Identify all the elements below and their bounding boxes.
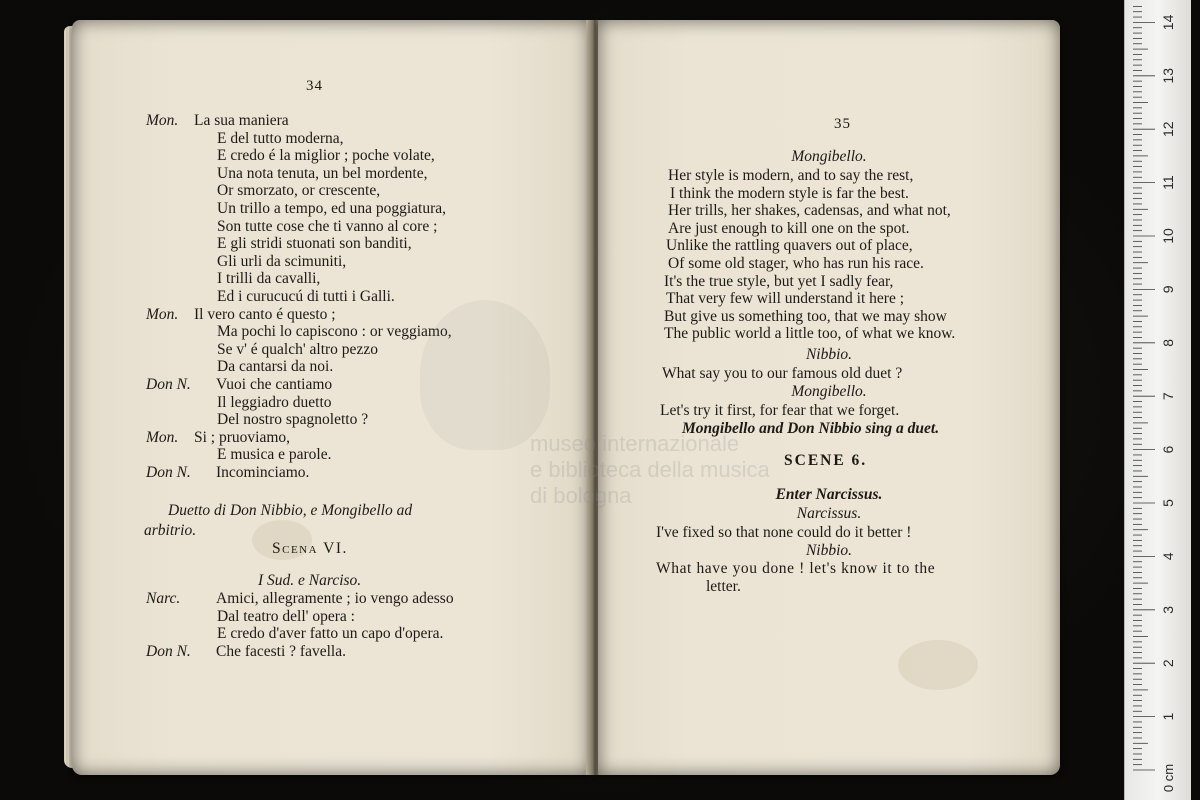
verse-line: I think the modern style is far the best. — [670, 184, 909, 202]
verse-line: Se v' é qualch' altro pezzo — [217, 340, 378, 358]
ruler-number: 5 — [1160, 499, 1176, 507]
verse-line: Da cantarsi da noi. — [217, 358, 334, 376]
verse-line: E credo é la miglior ; poche volate, — [217, 147, 435, 165]
verse-line: But give us something too, that we may show — [664, 307, 947, 325]
speaker-label: Don N. — [146, 376, 191, 393]
verse-line: Amici, allegramente ; io vengo adesso — [216, 590, 454, 607]
ruler-number: 2 — [1160, 659, 1176, 668]
right-page-number: 35 — [834, 116, 851, 132]
verse-line: What say you to our famous old duet ? — [662, 365, 903, 382]
verse-line: E credo d'aver fatto un capo d'opera. — [217, 625, 444, 643]
speaker-label: Don N. — [146, 642, 191, 660]
speaker-narcissus: Narcissus. — [796, 505, 862, 522]
verse-line: letter. — [706, 578, 741, 595]
verse-line: I've fixed so that none could do it better ! — [656, 524, 912, 541]
verse-line: Of some old stager, who has run his race. — [668, 255, 924, 272]
scene-title: SCENE 6. — [784, 452, 868, 469]
speaker-mongibello: Mongibello. — [791, 148, 867, 165]
verse-line: Incominciamo. — [216, 464, 310, 481]
right-page — [598, 20, 1060, 775]
ruler-number: 1 — [1160, 712, 1176, 721]
verse-line: That very few will understand it here ; — [666, 290, 905, 308]
verse-line: Let's try it first, for fear that we forget. — [660, 402, 900, 419]
ruler-scale — [1125, 0, 1191, 800]
ruler-number: 7 — [1160, 392, 1176, 401]
verse-line: E gli stridi stuonati son banditi, — [217, 235, 412, 253]
verse-line: Dal teatro dell' opera : — [217, 607, 355, 625]
verse-line: Il leggiadro duetto — [217, 393, 332, 411]
speaker-label: Mon. — [146, 112, 179, 129]
verse-line: La sua maniera — [194, 112, 289, 129]
speaker-nibbio-2: Nibbio. — [805, 542, 853, 559]
verse-line: Il vero canto é questo ; — [194, 305, 336, 323]
speaker-label: Narc. — [146, 590, 181, 607]
verse-line: Gli urli da scimuniti, — [217, 252, 347, 270]
watermark-line: e biblioteca della musica — [530, 457, 770, 482]
ruler-number: 12 — [1160, 121, 1176, 137]
ruler-number: 3 — [1160, 605, 1176, 614]
verse-line: Che facesti ? favella. — [216, 642, 346, 660]
verse-line: I trilli da cavalli, — [217, 270, 321, 288]
verse-line: Un trillo a tempo, ed una poggiatura, — [217, 200, 446, 217]
verse-line: What have you done ! let's know it to the — [656, 560, 936, 577]
stage-direction: Duetto di Don Nibbio, e Mongibello ad — [168, 502, 413, 519]
verse-line: Son tutte cose che ti vanno al core ; — [217, 217, 438, 235]
ruler-number: 14 — [1160, 14, 1176, 31]
verse-line: Del nostro spagnoletto ? — [217, 411, 369, 429]
verse-line: E musica e parole. — [217, 446, 332, 464]
verse-line: Una nota tenuta, un bel mordente, — [217, 164, 428, 182]
speaker-label: Mon. — [146, 305, 179, 323]
verse-line: Her trills, her shakes, cadensas, and what not, — [668, 202, 951, 220]
paper-stain — [898, 640, 978, 690]
ruler-zero-label: 0 cm — [1161, 763, 1176, 793]
ruler-number: 8 — [1160, 338, 1176, 347]
verse-line: E del tutto moderna, — [217, 129, 344, 147]
stage-direction: Enter Narcissus. — [775, 486, 883, 503]
verse-line: Ed i curucucú di tutti i Galli. — [217, 288, 395, 305]
verse-line: It's the true style, but yet I sadly fear, — [664, 272, 894, 290]
scene-heading: Scena VI. — [272, 540, 348, 557]
speaker-nibbio: Nibbio. — [805, 346, 853, 363]
verse-line: Vuoi che cantiamo — [216, 376, 333, 393]
verse-line: Unlike the rattling quavers out of place, — [666, 237, 913, 255]
verse-line: Are just enough to kill one on the spot. — [668, 219, 910, 237]
watermark-line: di bologna — [530, 483, 632, 508]
measuring-ruler — [1124, 0, 1191, 800]
verse-line: Ma pochi lo capiscono : or veggiamo, — [217, 323, 452, 341]
speaker-label: Mon. — [146, 428, 179, 446]
ruler-number: 6 — [1160, 445, 1176, 454]
left-page-number: 34 — [306, 78, 323, 94]
verse-line: Or smorzato, or crescente, — [217, 182, 381, 200]
stage-direction-cont: arbitrio. — [144, 522, 197, 539]
ruler-number: 13 — [1160, 68, 1176, 84]
speaker-label: Don N. — [146, 464, 191, 481]
verse-line: Her style is modern, and to say the rest, — [668, 167, 914, 184]
verse-line: The public world a little too, of what we know. — [664, 325, 956, 343]
scene-direction: I Sud. e Narciso. — [258, 572, 362, 589]
ruler-number: 9 — [1160, 285, 1176, 294]
ruler-number: 10 — [1160, 228, 1176, 244]
museum-logo-watermark — [420, 300, 550, 450]
ruler-number: 4 — [1160, 552, 1176, 561]
ruler-number: 11 — [1160, 175, 1176, 190]
speaker-mongibello-2: Mongibello. — [791, 383, 867, 400]
watermark-line: museo internazionale — [530, 431, 740, 456]
verse-line: Si ; pruoviamo, — [194, 428, 291, 446]
stage-direction: Mongibello and Don Nibbio sing a duet. — [682, 420, 940, 437]
